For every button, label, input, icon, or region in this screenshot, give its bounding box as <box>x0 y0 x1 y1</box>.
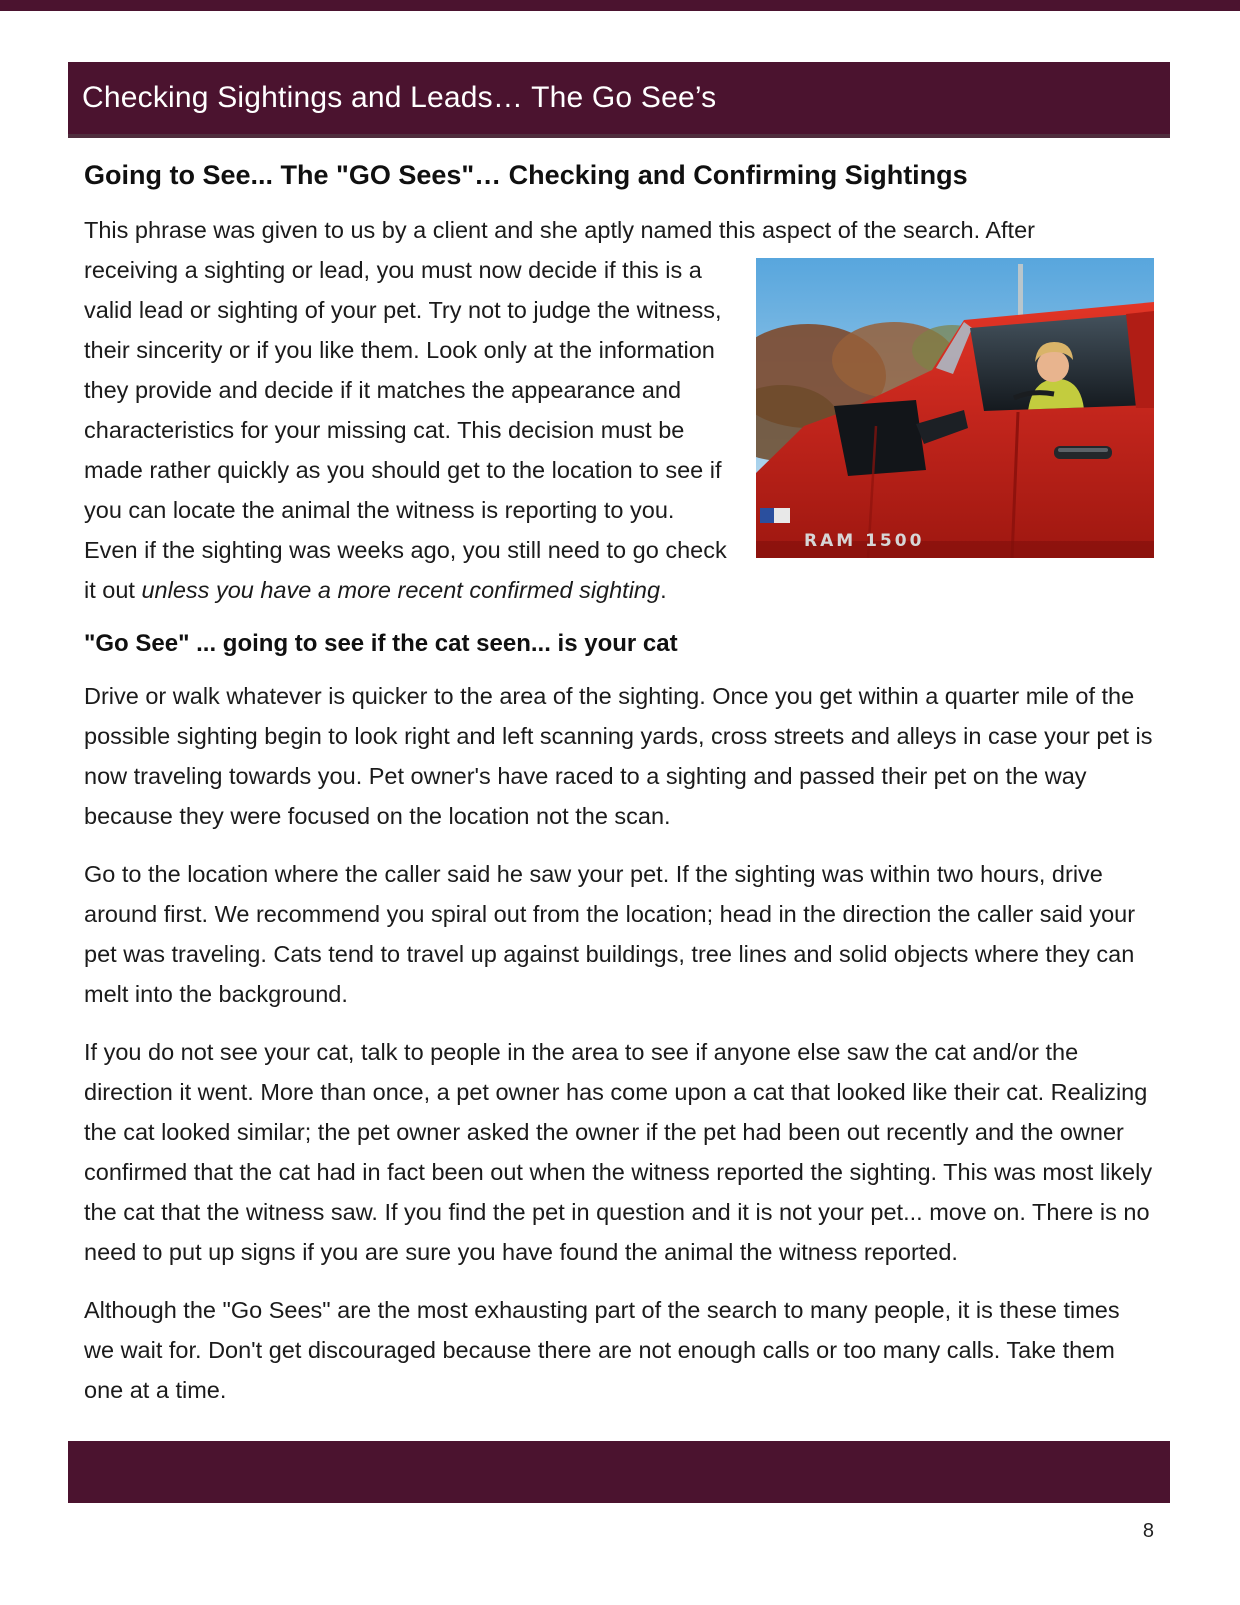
paragraph-go-sees-exhausting: Although the "Go Sees" are the most exhausting part of the search to many people, it is these times we wait for. Don't get discouraged because there are not enough calls or too many calls. Take them one at a time. <box>84 1297 1120 1403</box>
page-number: 8 <box>1142 1520 1154 1542</box>
article-body <box>84 158 1154 1428</box>
paragraph-talk-to-people: If you do not see your cat, talk to people in the area to see if anyone else saw the cat and/or the direction it went. More than once, a pet owner has come upon a cat that looked like their cat. Realizing the cat looked similar; the pet owner asked the owner if the pet had been out recently and the owner confirmed that the cat had in fact been out when the witness reported the sighting. This was most likely the cat that the witness saw. If you find the pet in question and it is not your pet... move on. There is no need to put up signs if you are sure you have found the animal the witness reported. <box>84 1039 1153 1265</box>
banner-title: Checking Sightings and Leads… The Go See’s <box>82 81 717 114</box>
paragraph-go-to-location: Go to the location where the caller said he saw your pet. If the sighting was within two hours, drive around first. We recommend you spiral out from the location; head in the direction the caller said your pet was traveling. Cats tend to travel up against buildings, tree lines and solid objects where they can melt into the background. <box>84 861 1136 1007</box>
truck-photo <box>756 258 1154 558</box>
go-see-subheading: "Go See" ... going to see if the cat seen... is your cat <box>84 630 678 657</box>
article-title: Going to See... The "GO Sees"… Checking and Confirming Sightings <box>84 160 968 190</box>
paragraph-intro-wrap <box>84 250 1154 610</box>
footer-banner <box>68 1441 1170 1503</box>
header-banner <box>68 62 1170 134</box>
paragraph-intro-period: . <box>660 577 667 603</box>
paragraph-intro-italic: unless you have a more recent confirmed sighting <box>141 577 661 603</box>
truck-photo-graphic <box>756 258 1154 558</box>
paragraph-intro-text: receiving a sighting or lead, you must now decide if this is a valid lead or sighting of your pet. Try not to judge the witness, their sincerity or if you like them. Look only at the information they provide and decide if it matches the appearance and characteristics for your missing cat. This decision must be made rather quickly as you should get to the location to see if you can locate the animal the witness is reporting to you. Even if the sighting was weeks ago, you still need to go check it out <box>84 257 727 603</box>
paragraph-drive-or-walk: Drive or walk whatever is quicker to the area of the sighting. Once you get within a quarter mile of the possible sighting begin to look right and left scanning yards, cross streets and alleys in case your pet is now traveling towards you. Pet owner's have raced to a sighting and passed their pet on the way because they were focused on the location not the scan. <box>84 683 1153 829</box>
paragraph-intro-first-line: This phrase was given to us by a client and she aptly named this aspect of the search. After <box>84 217 1035 243</box>
top-accent-strip <box>0 0 1240 11</box>
truck-badge-text: RAM 1500 <box>804 531 925 551</box>
